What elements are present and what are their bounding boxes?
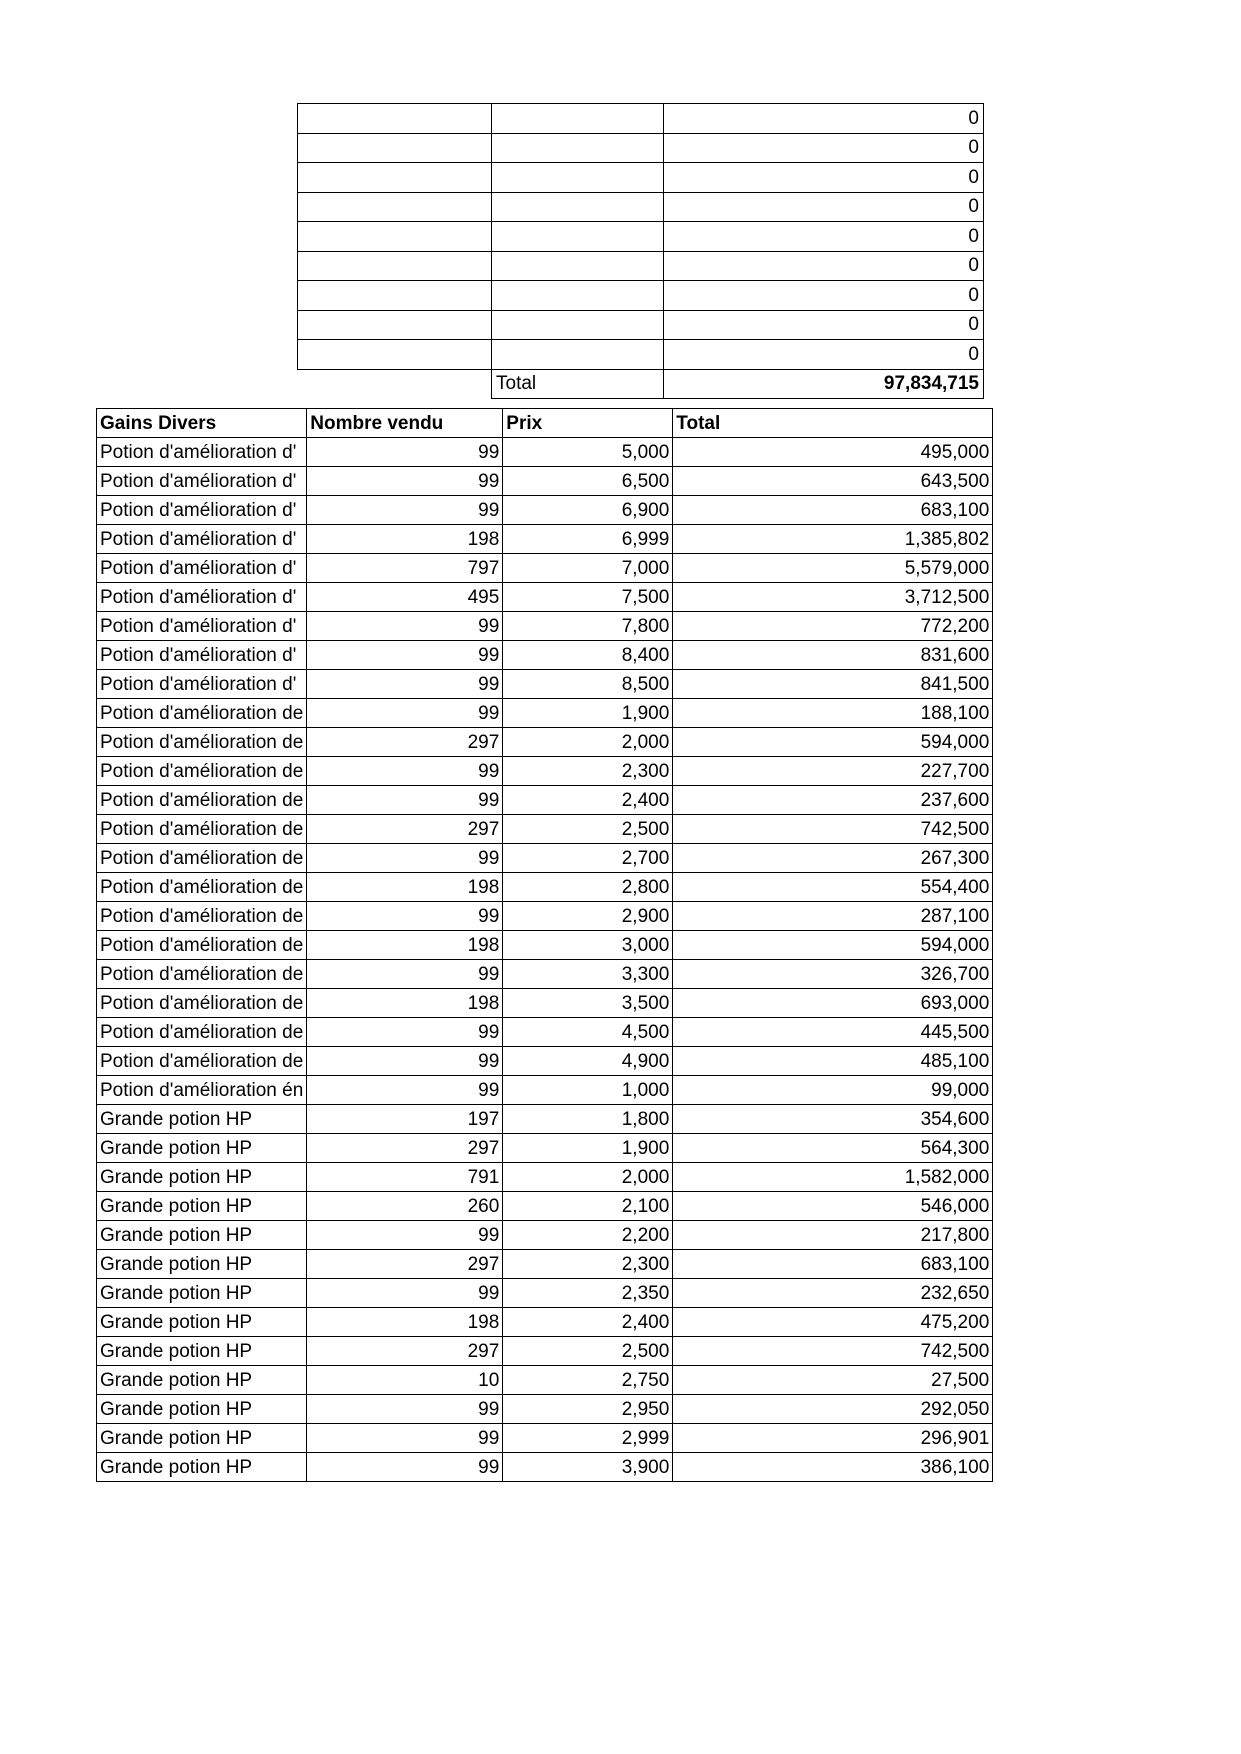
cell-total[interactable]: 267,300 (673, 844, 993, 873)
cell-blank-1[interactable] (298, 222, 492, 252)
cell-item-name[interactable]: Potion d'amélioration d' (97, 641, 307, 670)
cell-item-name[interactable]: Potion d'amélioration de (97, 1047, 307, 1076)
table-row (298, 133, 984, 163)
cell-item-name[interactable]: Potion d'amélioration d' (97, 467, 307, 496)
cell-quantity[interactable]: 99 (307, 467, 503, 496)
cell-price[interactable]: 3,300 (503, 960, 673, 989)
cell-item-name[interactable]: Potion d'amélioration de (97, 699, 307, 728)
cell-total[interactable]: 742,500 (673, 1337, 993, 1366)
cell-item-name[interactable]: Potion d'amélioration d' (97, 438, 307, 467)
cell-price[interactable]: 8,400 (503, 641, 673, 670)
cell-quantity[interactable]: 99 (307, 1424, 503, 1453)
cell-quantity[interactable]: 99 (307, 1076, 503, 1105)
cell-quantity[interactable]: 297 (307, 815, 503, 844)
cell-value[interactable]: 0 (664, 133, 984, 163)
cell-item-name[interactable]: Grande potion HP (97, 1453, 307, 1482)
cell-blank-1[interactable] (298, 163, 492, 193)
cell-quantity[interactable]: 99 (307, 1018, 503, 1047)
cell-value[interactable]: 0 (664, 340, 984, 370)
cell-price[interactable]: 2,800 (503, 873, 673, 902)
cell-price[interactable]: 3,000 (503, 931, 673, 960)
cell-price[interactable]: 6,500 (503, 467, 673, 496)
cell-price[interactable]: 2,900 (503, 902, 673, 931)
cell-price[interactable]: 2,200 (503, 1221, 673, 1250)
table-row (298, 281, 984, 311)
cell-empty (298, 369, 492, 399)
cell-blank-2[interactable] (492, 251, 664, 281)
table-row (97, 1424, 993, 1453)
summary-total-value[interactable]: 97,834,715 (664, 369, 984, 399)
cell-item-name[interactable]: Potion d'amélioration d' (97, 583, 307, 612)
table-header (97, 409, 993, 438)
cell-value[interactable]: 0 (664, 222, 984, 252)
cell-quantity[interactable]: 99 (307, 612, 503, 641)
cell-total[interactable]: 841,500 (673, 670, 993, 699)
table-row (298, 310, 984, 340)
cell-item-name[interactable]: Potion d'amélioration de (97, 815, 307, 844)
table-row (97, 989, 993, 1018)
summary-total-row (298, 369, 984, 399)
cell-blank-2[interactable] (492, 192, 664, 222)
cell-total[interactable]: 292,050 (673, 1395, 993, 1424)
cell-item-name[interactable]: Potion d'amélioration de (97, 786, 307, 815)
cell-total[interactable]: 1,582,000 (673, 1163, 993, 1192)
cell-price[interactable]: 1,900 (503, 699, 673, 728)
table-row (97, 815, 993, 844)
cell-total[interactable]: 594,000 (673, 728, 993, 757)
cell-total[interactable]: 227,700 (673, 757, 993, 786)
cell-price[interactable]: 2,300 (503, 757, 673, 786)
cell-item-name[interactable]: Potion d'amélioration de (97, 902, 307, 931)
table-row (298, 251, 984, 281)
cell-blank-1[interactable] (298, 310, 492, 340)
cell-price[interactable]: 1,900 (503, 1134, 673, 1163)
cell-price[interactable]: 2,750 (503, 1366, 673, 1395)
table-row (97, 1366, 993, 1395)
cell-item-name[interactable]: Grande potion HP (97, 1163, 307, 1192)
cell-item-name[interactable]: Grande potion HP (97, 1105, 307, 1134)
table-row (97, 467, 993, 496)
cell-total[interactable]: 386,100 (673, 1453, 993, 1482)
cell-total[interactable]: 831,600 (673, 641, 993, 670)
table-row (298, 104, 984, 134)
cell-quantity[interactable]: 198 (307, 1308, 503, 1337)
cell-quantity[interactable]: 197 (307, 1105, 503, 1134)
cell-price[interactable]: 4,500 (503, 1018, 673, 1047)
cell-quantity[interactable]: 198 (307, 873, 503, 902)
cell-item-name[interactable]: Potion d'amélioration de (97, 844, 307, 873)
cell-price[interactable]: 1,800 (503, 1105, 673, 1134)
cell-item-name[interactable]: Grande potion HP (97, 1134, 307, 1163)
table-row (97, 1105, 993, 1134)
cell-item-name[interactable]: Grande potion HP (97, 1395, 307, 1424)
cell-total[interactable]: 683,100 (673, 496, 993, 525)
cell-price[interactable]: 7,000 (503, 554, 673, 583)
cell-item-name[interactable]: Grande potion HP (97, 1424, 307, 1453)
table-row (298, 192, 984, 222)
cell-price[interactable]: 2,300 (503, 1250, 673, 1279)
cell-quantity[interactable]: 797 (307, 554, 503, 583)
cell-value[interactable]: 0 (664, 310, 984, 340)
summary-table-body (298, 104, 984, 399)
cell-item-name[interactable]: Potion d'amélioration d' (97, 525, 307, 554)
cell-item-name[interactable]: Potion d'amélioration d' (97, 554, 307, 583)
cell-price[interactable]: 2,000 (503, 728, 673, 757)
cell-total[interactable]: 742,500 (673, 815, 993, 844)
cell-item-name[interactable]: Grande potion HP (97, 1250, 307, 1279)
cell-price[interactable]: 2,100 (503, 1192, 673, 1221)
cell-price[interactable]: 7,800 (503, 612, 673, 641)
cell-price[interactable]: 3,500 (503, 989, 673, 1018)
cell-price[interactable]: 6,999 (503, 525, 673, 554)
cell-total[interactable]: 237,600 (673, 786, 993, 815)
cell-item-name[interactable]: Potion d'amélioration én (97, 1076, 307, 1105)
cell-blank-1[interactable] (298, 281, 492, 311)
table-row (97, 844, 993, 873)
cell-total[interactable]: 643,500 (673, 467, 993, 496)
table-row (97, 1192, 993, 1221)
table-row (97, 902, 993, 931)
cell-value[interactable]: 0 (664, 192, 984, 222)
cell-total[interactable]: 445,500 (673, 1018, 993, 1047)
cell-total[interactable]: 693,000 (673, 989, 993, 1018)
table-row (97, 1134, 993, 1163)
cell-quantity[interactable]: 297 (307, 1337, 503, 1366)
cell-item-name[interactable]: Grande potion HP (97, 1279, 307, 1308)
cell-total[interactable]: 475,200 (673, 1308, 993, 1337)
cell-blank-2[interactable] (492, 222, 664, 252)
cell-quantity[interactable]: 99 (307, 1395, 503, 1424)
cell-item-name[interactable]: Grande potion HP (97, 1337, 307, 1366)
cell-quantity[interactable]: 99 (307, 438, 503, 467)
cell-total[interactable]: 5,579,000 (673, 554, 993, 583)
cell-quantity[interactable]: 297 (307, 1250, 503, 1279)
cell-price[interactable]: 2,400 (503, 786, 673, 815)
column-header-total[interactable]: Total (673, 409, 993, 438)
table-body (97, 438, 993, 1482)
table-row (97, 1279, 993, 1308)
cell-item-name[interactable]: Potion d'amélioration de (97, 728, 307, 757)
table-row (97, 554, 993, 583)
cell-item-name[interactable]: Potion d'amélioration d' (97, 612, 307, 641)
cell-item-name[interactable]: Grande potion HP (97, 1192, 307, 1221)
table-row (97, 960, 993, 989)
table-row (97, 728, 993, 757)
cell-item-name[interactable]: Potion d'amélioration de (97, 989, 307, 1018)
table-row (298, 340, 984, 370)
table-row (97, 583, 993, 612)
cell-item-name[interactable]: Potion d'amélioration d' (97, 496, 307, 525)
cell-price[interactable]: 2,000 (503, 1163, 673, 1192)
column-header-item[interactable]: Gains Divers (97, 409, 307, 438)
cell-price[interactable]: 1,000 (503, 1076, 673, 1105)
cell-quantity[interactable]: 198 (307, 525, 503, 554)
cell-blank-1[interactable] (298, 133, 492, 163)
cell-total[interactable]: 232,650 (673, 1279, 993, 1308)
cell-blank-2[interactable] (492, 340, 664, 370)
cell-price[interactable]: 2,999 (503, 1424, 673, 1453)
cell-total[interactable]: 594,000 (673, 931, 993, 960)
cell-total[interactable]: 296,901 (673, 1424, 993, 1453)
header-row (97, 409, 993, 438)
cell-total[interactable]: 683,100 (673, 1250, 993, 1279)
gains-divers-table (96, 408, 993, 1482)
cell-item-name[interactable]: Potion d'amélioration de (97, 873, 307, 902)
table-row (97, 612, 993, 641)
cell-total[interactable]: 495,000 (673, 438, 993, 467)
cell-value[interactable]: 0 (664, 281, 984, 311)
table-row (97, 1018, 993, 1047)
cell-total[interactable]: 326,700 (673, 960, 993, 989)
table-row (97, 496, 993, 525)
table-row (97, 641, 993, 670)
cell-total[interactable]: 546,000 (673, 1192, 993, 1221)
cell-blank-1[interactable] (298, 104, 492, 134)
cell-blank-2[interactable] (492, 310, 664, 340)
cell-item-name[interactable]: Potion d'amélioration de (97, 931, 307, 960)
cell-price[interactable]: 3,900 (503, 1453, 673, 1482)
table-row (97, 699, 993, 728)
cell-blank-2[interactable] (492, 104, 664, 134)
cell-quantity[interactable]: 99 (307, 496, 503, 525)
cell-quantity[interactable]: 99 (307, 1279, 503, 1308)
cell-total[interactable]: 287,100 (673, 902, 993, 931)
cell-item-name[interactable]: Grande potion HP (97, 1221, 307, 1250)
summary-table (297, 103, 984, 399)
cell-quantity[interactable]: 99 (307, 844, 503, 873)
cell-blank-1[interactable] (298, 251, 492, 281)
cell-price[interactable]: 2,700 (503, 844, 673, 873)
cell-quantity[interactable]: 99 (307, 670, 503, 699)
cell-value[interactable]: 0 (664, 104, 984, 134)
cell-total[interactable]: 3,712,500 (673, 583, 993, 612)
table-row (97, 1221, 993, 1250)
cell-quantity[interactable]: 198 (307, 931, 503, 960)
cell-price[interactable]: 2,950 (503, 1395, 673, 1424)
table-row (97, 1337, 993, 1366)
table-row (298, 163, 984, 193)
cell-price[interactable]: 8,500 (503, 670, 673, 699)
table-row (97, 1308, 993, 1337)
cell-total[interactable]: 772,200 (673, 612, 993, 641)
table-row (97, 757, 993, 786)
cell-quantity[interactable]: 99 (307, 1453, 503, 1482)
cell-price[interactable]: 2,400 (503, 1308, 673, 1337)
table-row (97, 931, 993, 960)
cell-price[interactable]: 2,350 (503, 1279, 673, 1308)
column-header-price[interactable]: Prix (503, 409, 673, 438)
cell-total[interactable]: 1,385,802 (673, 525, 993, 554)
cell-blank-1[interactable] (298, 340, 492, 370)
cell-item-name[interactable]: Grande potion HP (97, 1366, 307, 1395)
table-row (97, 670, 993, 699)
column-header-quantity[interactable]: Nombre vendu (307, 409, 503, 438)
cell-item-name[interactable]: Potion d'amélioration d' (97, 670, 307, 699)
table-row (97, 786, 993, 815)
table-row (97, 1453, 993, 1482)
cell-quantity[interactable]: 791 (307, 1163, 503, 1192)
table-row (97, 1047, 993, 1076)
cell-quantity[interactable]: 297 (307, 728, 503, 757)
cell-blank-2[interactable] (492, 133, 664, 163)
cell-price[interactable]: 4,900 (503, 1047, 673, 1076)
cell-quantity[interactable]: 99 (307, 902, 503, 931)
cell-total[interactable]: 99,000 (673, 1076, 993, 1105)
cell-total[interactable]: 564,300 (673, 1134, 993, 1163)
table-row (97, 1395, 993, 1424)
cell-total[interactable]: 354,600 (673, 1105, 993, 1134)
cell-quantity[interactable]: 99 (307, 786, 503, 815)
cell-quantity[interactable]: 495 (307, 583, 503, 612)
summary-total-label[interactable]: Total (492, 369, 664, 399)
cell-quantity[interactable]: 99 (307, 757, 503, 786)
cell-quantity[interactable]: 297 (307, 1134, 503, 1163)
cell-price[interactable]: 5,000 (503, 438, 673, 467)
table-row (97, 873, 993, 902)
cell-total[interactable]: 217,800 (673, 1221, 993, 1250)
table-row (97, 438, 993, 467)
cell-total[interactable]: 27,500 (673, 1366, 993, 1395)
table-row (97, 1076, 993, 1105)
table-row (97, 1163, 993, 1192)
cell-quantity[interactable]: 260 (307, 1192, 503, 1221)
cell-quantity[interactable]: 99 (307, 1221, 503, 1250)
cell-quantity[interactable]: 99 (307, 1047, 503, 1076)
cell-price[interactable]: 7,500 (503, 583, 673, 612)
cell-price[interactable]: 2,500 (503, 1337, 673, 1366)
cell-blank-2[interactable] (492, 163, 664, 193)
cell-quantity[interactable]: 99 (307, 641, 503, 670)
cell-price[interactable]: 6,900 (503, 496, 673, 525)
cell-item-name[interactable]: Potion d'amélioration de (97, 1018, 307, 1047)
table-row (97, 1250, 993, 1279)
cell-total[interactable]: 554,400 (673, 873, 993, 902)
cell-item-name[interactable]: Potion d'amélioration de (97, 757, 307, 786)
cell-quantity[interactable]: 10 (307, 1366, 503, 1395)
table-row (97, 525, 993, 554)
cell-quantity[interactable]: 198 (307, 989, 503, 1018)
cell-value[interactable]: 0 (664, 251, 984, 281)
cell-value[interactable]: 0 (664, 163, 984, 193)
cell-total[interactable]: 188,100 (673, 699, 993, 728)
cell-blank-1[interactable] (298, 192, 492, 222)
cell-quantity[interactable]: 99 (307, 699, 503, 728)
cell-quantity[interactable]: 99 (307, 960, 503, 989)
table-row (298, 222, 984, 252)
cell-total[interactable]: 485,100 (673, 1047, 993, 1076)
cell-price[interactable]: 2,500 (503, 815, 673, 844)
cell-item-name[interactable]: Grande potion HP (97, 1308, 307, 1337)
cell-item-name[interactable]: Potion d'amélioration de (97, 960, 307, 989)
cell-blank-2[interactable] (492, 281, 664, 311)
